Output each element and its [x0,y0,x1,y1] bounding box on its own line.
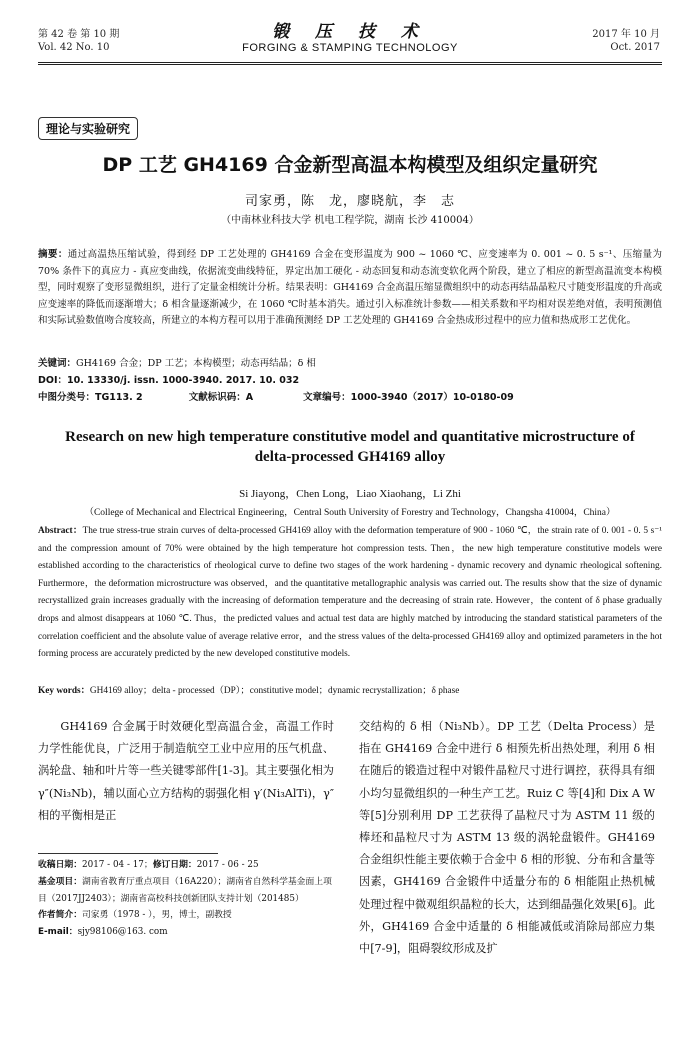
keywords-cn [38,357,662,371]
revised-label: 修订日期： [152,860,197,870]
body-column-left: GH4169 合金属于时效硬化型高温合金，高温工作时力学性能优良，广泛用于制造航空工业中应用的压气机盘、涡轮盘、轴和叶片等一些关键零部件[1-3]。其主要强化相为 γ″(Ni₃Nb)，辅以面心立方结构的弱强化相 γ′(Ni₃AlTi)，γ″相的平衡相是正 [38,720,334,822]
abstract-en [38,523,662,664]
classification-line [38,391,662,405]
header-volume-en: Vol. 42 No. 10 [38,42,110,53]
doi-value: 10. 13330/j. issn. 1000-3940. 2017. 10. 032 [67,375,300,386]
journal-name-cn: 锻 压 技 术 [272,22,428,42]
keywords-en [38,684,662,698]
paper-title-cn: DP 工艺 GH4169 合金新型高温本构模型及组织定量研究 [102,154,598,176]
fund-label: 基金项目： [38,876,82,887]
header-date [592,28,660,54]
footnote-rule [38,853,218,854]
authors-en: Si Jiayong，Chen Long，Liao Xiaohang，Li Zhi [239,488,461,500]
abstract-cn [38,247,662,330]
received-label: 收稿日期： [38,860,82,870]
abstract-cn-text: 通过高温热压缩试验，得到经 DP 工艺处理的 GH4169 合金在变形温度为 900 ~ 1060 ℃、应变速率为 0. 001 ~ 0. 5 s⁻¹、压缩量为 70% 条件下的真应力 - 真应变曲线，依据流变曲线特征，界定出加工硬化 - 动态回复和动态流变软化两个阶段，建立了相应的新型高温流变本构模型，同时观察了变形显微组织，进行了定量金相统计分析。结果表明：GH4169 合金高温压缩显微组织中的动态再结晶晶粒尺寸随变形温度的升高或应变速率的降低而逐渐增大；δ 相含量逐渐减少，在 1060 ℃时基本消失。通过引入标准统计参数——相关系数和平均相对误差绝对值，表明预测值和实际试验数值吻合度较高，所建立的本构方程可以用于准确预测经 DP 工艺处理的 GH4169 合金热成形过程中的应力值和热成形工艺优化。 [38,249,662,326]
footnote-author [38,907,338,924]
doi-line [38,374,662,388]
revised-date: 2017 - 06 - 25 [196,860,259,870]
fund-text: 湖南省教育厅重点项目（16A220）；湖南省自然科学基金面上项目（2017JJ2403）；湖南省高校科技创新团队支持计划（201485） [38,876,332,904]
affiliation-en: （College of Mechanical and Electrical Engineering，Central South University of Forestry and Technology，Changsha 410004，China） [84,508,616,518]
abstract-en-text: The true stress-true strain curves of delta-processed GH4169 alloy with the deformation temperature of 900 - 1060 ℃，the strain rate of 0. 001 - 0. 5 s⁻¹ and the compression amount of 70% were obtained by the high temperature hot compression tests. Then，the new high temperature constitutive models were established according to the characteristics of rheological curve to define two stages of the work hardening - dynamic recovery and dynamic rheological softening. Furthermore，the deformation microstructure was observed，and the quantitative metallographic analysis was carried out. The results show that the size of dynamic recrystallized grain increases gradually with the increasing of deformation temperature and the decreasing of strain rate. However，the content of δ phase gradually drops and almost disappears at 1060 ℃. Thus，the predicted values and actual test data are highly matched by introducing the standard statistical parameters of the correlation coefficient and the absolute value of average relative error，and the stress values of the delta-processed GH4169 alloy and optimized parameters in the hot forming process are accurately predicted by the new developed constitutive models. [38,526,662,660]
affiliation-cn: （中南林业科技大学 机电工程学院，湖南 长沙 410004） [221,215,479,226]
article-no-label: 文章编号： [303,392,351,403]
header-date-en: Oct. 2017 [610,42,660,53]
email-value: sjy98106@163. com [77,927,168,938]
footnote [38,857,338,941]
body-column-right: 交结构的 δ 相（Ni₃Nb）。DP 工艺（Delta Process）是指在 GH4169 合金中进行 δ 相预先析出热处理，利用 δ 相在随后的锻造过程中对锻件晶粒尺寸进行调控，获得具有细小均匀显微组织的一种生产工艺。Ruiz C 等[4]和 Dix A W 等[5]分别利用 DP 工艺获得了晶粒尺寸为 ASTM 11 级的棒坯和晶粒尺寸为 ASTM 13 级的涡轮盘锻件。GH4169 合金组织性能主要依赖于合金中 δ 相的形貌、分布和含量等因素，GH4169 合金锻件中适量分布的 δ 相能阻止热机械处理过程中微观组织晶粒的长大，达到细晶强化效果[6]。此外，GH4169 合金中适量的 δ 相能减低或消除局部应力集中[7-9]，阻碍裂纹形成及扩 [359,720,655,956]
doc-code-label: 文献标识码： [188,392,246,403]
header-volume-cn: 第 42 卷 第 10 期 [38,29,120,40]
author-bio-text: 司家勇（1978 - ），男，博士，副教授 [82,910,232,921]
keywords-cn-label: 关键词： [38,358,77,369]
header-rule-top [38,62,662,63]
article-no-value: 1000-3940（2017）10-0180-09 [350,392,514,403]
clc-label: 中图分类号： [38,392,96,403]
footnote-fund [38,874,338,908]
author-bio-label: 作者简介： [38,910,82,921]
clc-value: TG113. 2 [95,392,143,403]
doi-label: DOI： [38,375,67,386]
authors-cn: 司家勇，陈 龙，廖晓航，李 志 [244,194,455,209]
email-label: E-mail： [38,927,78,938]
received-date: 2017 - 04 - 17； [82,860,153,870]
abstract-cn-label: 摘要： [38,249,68,260]
footnote-dates [38,857,338,874]
doc-code-value: A [245,392,254,403]
keywords-cn-text: GH4169 合金；DP 工艺；本构模型；动态再结晶；δ 相 [76,358,316,369]
keywords-en-text: GH4169 alloy；delta - processed（DP）；constitutive model；dynamic recrystallization；δ phase [89,686,460,696]
journal-name-en: FORGING & STAMPING TECHNOLOGY [242,42,458,54]
abstract-en-label: Abstract： [38,526,83,536]
header-rule-bottom [38,64,662,65]
header-date-cn: 2017 年 10 月 [592,29,660,40]
paper-title-en: Research on new high temperature constitutive model and quantitative microstructure of delta-processed GH4169 alloy [65,429,635,465]
keywords-en-label: Key words： [38,686,90,696]
section-tag: 理论与实验研究 [38,117,138,140]
footnote-email [38,924,338,941]
